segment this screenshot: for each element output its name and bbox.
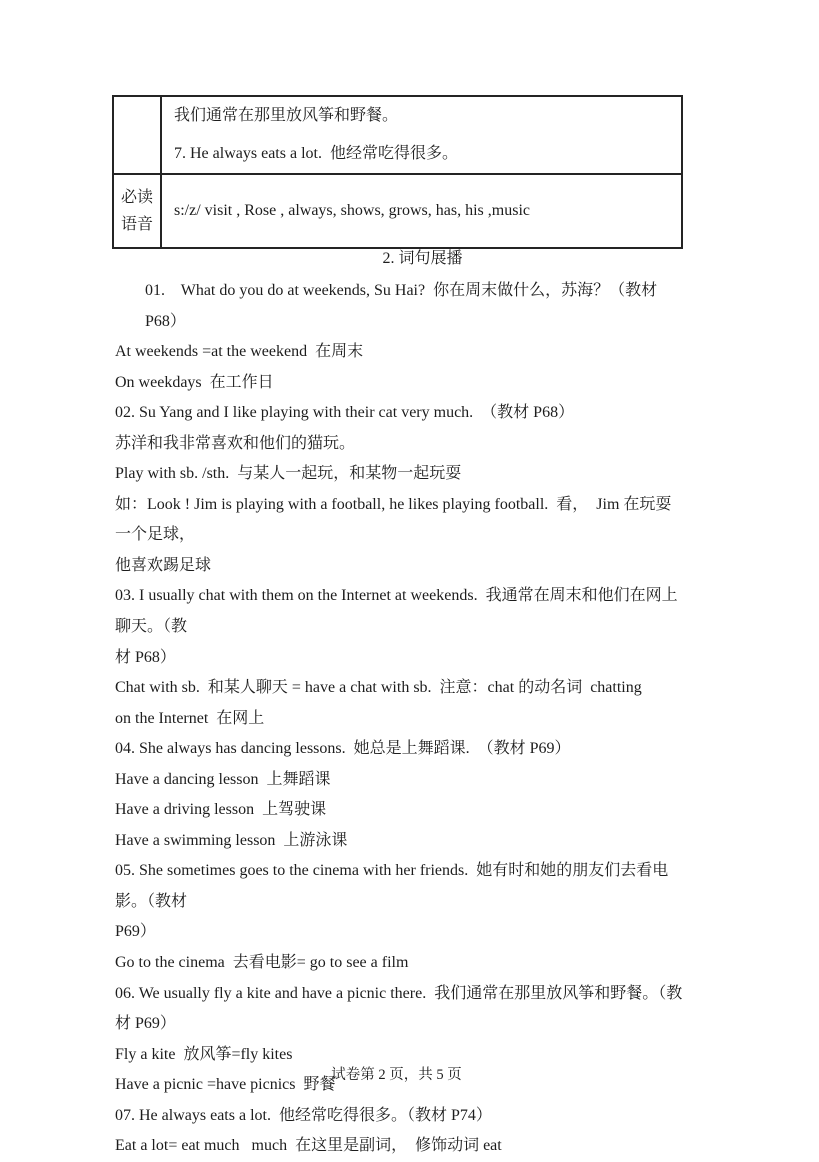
row-label-text: 语音	[120, 216, 153, 233]
row-content-cell	[161, 174, 682, 248]
note-line: 03. I usually chat with them on the Internet at weekends. 我通常在周末和他们在网上聊天。（教	[115, 587, 678, 636]
note-line: Play with sb. /sth. 与某人一起玩，和某物一起玩耍	[115, 465, 462, 483]
table-text-line: 7. He always eats a lot. 他经常吃得很多。	[174, 145, 458, 162]
table-row	[113, 96, 682, 174]
row-content-cell	[161, 96, 682, 174]
note-line: 01. What do you do at weekends, Su Hai? 你在周末做什么，苏海？（教材 P68）	[145, 282, 662, 330]
note-line: Have a dancing lesson 上舞蹈课	[115, 770, 331, 788]
table-row	[113, 174, 682, 248]
note-line: on the Internet 在网上	[115, 709, 265, 727]
note-line: 如：Look ! Jim is playing with a football, he likes playing football. 看， Jim 在玩耍一个足球，	[115, 495, 672, 544]
note-line: 05. She sometimes goes to the cinema with her friends. 她有时和她的朋友们去看电影。（教材	[115, 862, 669, 910]
phonics-table	[112, 95, 683, 249]
note-line: 04. She always has dancing lessons. 她总是上舞蹈课. （教材 P69）	[115, 740, 571, 758]
note-line: On weekdays 在工作日	[115, 373, 274, 391]
note-line: Chat with sb. 和某人聊天 = have a chat with sb. 注意：chat 的动名词 chatting	[115, 679, 642, 697]
page-number-footer: 试卷第 2 页，共 5 页	[331, 1067, 462, 1083]
note-line: 苏洋和我非常喜欢和他们的猫玩。	[115, 434, 356, 452]
note-line: 02. Su Yang and I like playing with their cat very much. （教材 P68）	[115, 404, 575, 422]
note-line: Eat a lot= eat much much 在这里是副词， 修饰动词 eat	[115, 1137, 502, 1155]
row-label-cell	[113, 174, 161, 248]
note-line: Fly a kite 放风筝=fly kites	[115, 1045, 293, 1063]
section-title: 2. 词句展播	[382, 250, 463, 267]
table-text-line: 我们通常在那里放风筝和野餐。	[174, 107, 399, 124]
note-line: Have a driving lesson 上驾驶课	[115, 801, 327, 819]
note-line: Have a picnic =have picnics 野餐	[115, 1076, 336, 1094]
note-line: Go to the cinema 去看电影= go to see a film	[115, 954, 409, 972]
note-line: At weekends =at the weekend 在周末	[115, 343, 364, 361]
table-text-line: s:/z/ visit , Rose , always, shows, grows, has, his ,music	[174, 202, 530, 219]
note-line: P69）	[115, 923, 156, 941]
note-line: 他喜欢踢足球	[115, 556, 212, 574]
note-line: 06. We usually fly a kite and have a picnic there. 我们通常在那里放风筝和野餐。（教材 P69）	[115, 984, 683, 1033]
note-line: 07. He always eats a lot. 他经常吃得很多。（教材 P74）	[115, 1106, 492, 1124]
row-label-text: 必读	[120, 189, 153, 206]
note-line: Have a swimming lesson 上游泳课	[115, 831, 348, 849]
lesson-notes	[115, 276, 683, 1162]
note-line: 材 P68）	[115, 648, 176, 666]
row-label-cell	[113, 96, 161, 174]
